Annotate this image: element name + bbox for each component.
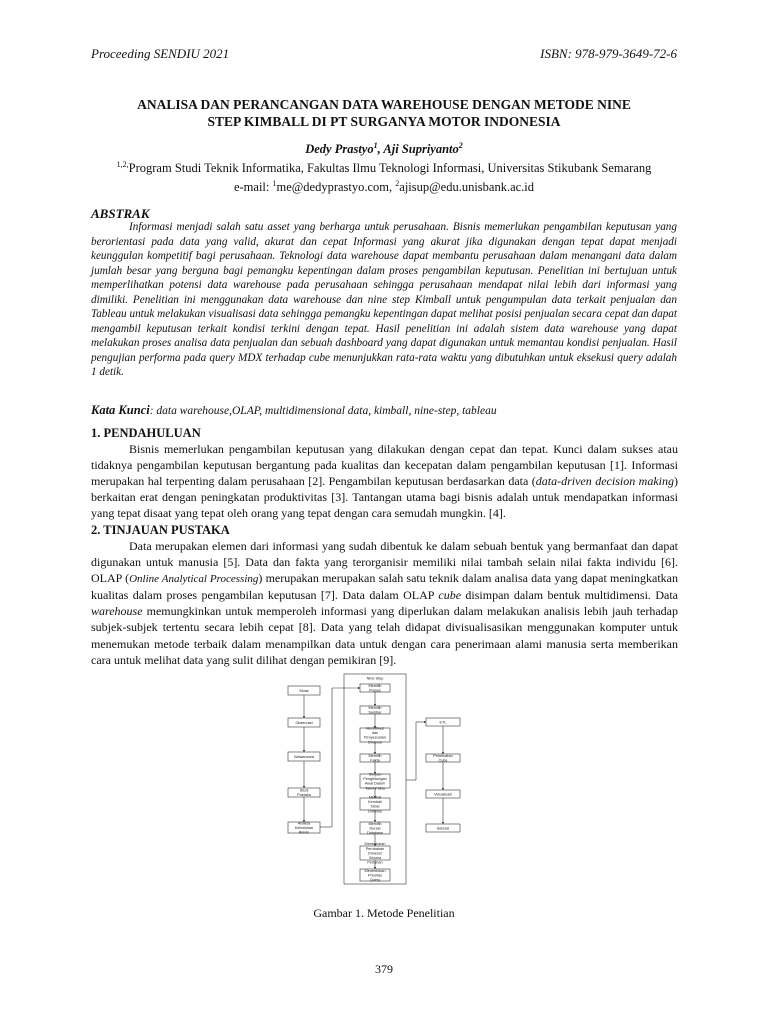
nine-step-8-label: Perlahan (367, 860, 383, 865)
title-line-1: ANALISA DAN PERANCANGAN DATA WAREHOUSE DENGAN METODE NINE (137, 97, 631, 112)
author-1: Dedy Prastyo (305, 142, 374, 157)
nine-step-8-label: Dimensi (368, 851, 382, 856)
research-method-flowchart (286, 670, 468, 886)
nine-step-4-label: Memilih (368, 754, 382, 759)
right-step-2-label: Cube (438, 758, 448, 763)
section-1-text-b: ) berkaitan erat dengan peningkatan produktivitas [3]. Tantangan utama bagi bisnis adalah untuk mendapatkan informasi yang tepat disaat yang tepat oleh orang yang tepat dengan cara semudah mungkin. [4]. (91, 474, 678, 521)
paper-title (80, 96, 688, 130)
right-step-3-label: Visualisasi (434, 792, 452, 797)
right-step-4-label: Selesai (436, 826, 450, 831)
section-2-heading: 2. TINJAUAN PUSTAKA (91, 523, 230, 537)
author-separator: , (377, 142, 384, 157)
title-line-2: STEP KIMBALL DI PT SURGANYA MOTOR INDONESIA (207, 114, 561, 129)
nine-step-6-label: Tabel (370, 804, 380, 809)
left-step-4-label: Pustaka (297, 793, 311, 798)
nine-step-4-label: Fakta (370, 758, 380, 763)
abstract-body: Informasi menjadi salah satu asset yang berharga untuk perusahaan. Bisnis memerlukan pengambilan keputusan yang berorientasi pada data yang valid, akurat dan cepat Informasi yang akurat jika digunakan dengan tepat dapat menjadi keunggulan kompetitif bagi perusahaan. Teknologi data warehouse dapat membantu perusahaan dalam menangani data dalam jumlah besar yang berguna bagi pemangku kepentingan dalam proses pengambilan keputusan. Penelitian ini bertujuan untuk memperlihatkan potensi data warehouse pada perusahaan sehingga perusahaan mendapat nilai lebih dari informasi yang dimiliki. Penelitian ini menggunakan data warehouse dan nine step Kimball untuk pengumpulan data terkait penjualan dan Tableau untuk melakukan visualisasi data sehingga pemangku kepentingan dapat melihat posisi penjualan secara cepat dan dapat mengambil keputusan terkait kondisi terkini dengan tepat. Hasil penelitian ini adalah sistem data warehouse yang dapat melakukan proses analisa data penjualan dan sebuah dashboard yang dapat digunakan untuk memantau kondisi penjualan. Hasil pengujian performa pada query MDX terhadap cube menunjukkan rata-rata waktu yang dibutuhkan untuk eksekusi query adalah 1 detik. (91, 221, 677, 379)
section-2-text-d: memungkinkan untuk memperoleh informasi yang diperlukan dalam melakukan analisis lebih jauh terhadap subjek-subjek tertentu secara lebih cepat [8]. Data yang telah didapat divisualisasikan menggunakan komputer untuk menemukan metode terbaik dalam menampilkan data untuk dengan cara penerimaan alami manusia serta memberikan cara untuk melihat data yang sulit dilihat dengan pemikiran [9]. (91, 604, 678, 667)
nine-step-2-label: Sumber (368, 710, 382, 715)
section-2-text-c: disimpan dalam bentuk multidimensi. Data (461, 588, 678, 603)
author-2-mark: 2 (458, 141, 463, 150)
running-header-isbn: ISBN: 978-979-3649-72-6 (540, 46, 677, 61)
nine-step-3-label: Penyesuaian (364, 735, 386, 740)
nine-step-7-label: Database (366, 831, 384, 835)
nine-step-8-label: Perubahan (365, 846, 385, 851)
keywords-label: Kata Kunci (91, 403, 150, 417)
section-1-term: data-driven decision making (535, 474, 674, 489)
section-2-term-warehouse: warehouse (91, 604, 143, 619)
left-step-4-label: Studi (299, 788, 309, 793)
right-step-1-label: ETL (439, 720, 447, 725)
nine-step-5-label: Tabel Fakta (365, 786, 385, 791)
nine-step-7-label: Memilih (368, 821, 382, 826)
left-step-1-label: Mulai (299, 688, 309, 693)
section-2-text-b: ) merupakan merupakan salah satu teknik dalam analisa data yang dapat meningkatkan kualitas dalam proses pengambilan keputusan [7]. Data dalam OLAP (91, 571, 678, 603)
page-number: 379 (375, 962, 393, 976)
email-1-mark: 1 (272, 179, 277, 189)
affiliation-text: Program Studi Teknik Informatika, Fakultas Ilmu Teknologi Informasi, Universitas Stikubank Semarang (128, 161, 652, 176)
nine-step-9-label: Menentukan (364, 868, 386, 873)
keywords-line (91, 403, 677, 418)
section-1-paragraph (91, 441, 678, 521)
email-2-mark: 2 (395, 179, 400, 189)
nine-step-1-label: Memilih (368, 684, 382, 689)
section-2-term-cube: cube (438, 588, 462, 603)
keywords-text: : data warehouse,OLAP, multidimensional data, kimball, nine-step, tableau (149, 405, 497, 417)
nine-step-3-label: Identifikasi (366, 726, 384, 731)
nine-step-8-label: Secara (368, 856, 382, 860)
nine-step-title: Nine Step (366, 676, 384, 681)
left-step-5-label: Kebutuhan (294, 825, 314, 830)
nine-step-5-label: Simpan (368, 772, 382, 777)
section-1-text-a: Bisnis memerlukan pengambilan keputusan yang dilakukan dengan cepat dan tepat. Kunci dalam sukses atau tidaknya pengambilan keputusan bergantung pada kualitas dan kecepatan dalam pengambilan keputusan [1]. Informasi merupakan hal terpenting dalam perusahaan [2]. Pengambilan keputusan berdasarkan data ( (91, 442, 678, 489)
nine-step-6-label: Kembali (368, 800, 382, 805)
affiliation-block (80, 157, 688, 195)
nine-step-6-label: Dimensi (368, 809, 382, 814)
nine-step-2-label: Memilih (368, 706, 382, 711)
section-2-text-a: Data merupakan elemen dari informasi yang sudah dibentuk ke dalam sebuah bentuk yang bermanfaat dan dapat digunakan untuk manusia [5]. Data dan fakta yang terorganisir memiliki nilai tambah selain nilai fakta individu [6]. OLAP ( (91, 539, 678, 586)
author-1-mark: 1 (373, 141, 378, 150)
nine-step-8-label: Menentukan (364, 842, 386, 847)
running-header-proceeding: Proceeding SENDIU 2021 (91, 46, 230, 61)
nine-step-9-label: Query (369, 878, 381, 882)
email-2: ajisup@edu.unisbank.ac.id (399, 180, 535, 195)
affiliation-mark: 1,2, (116, 160, 129, 169)
email-prefix: e-mail: (233, 180, 273, 195)
left-step-3-label: Wawancara (294, 754, 314, 759)
nine-step-9-label: Prioritas (368, 873, 382, 878)
right-step-2-label: Pembuatan (433, 754, 453, 759)
email-line (80, 176, 688, 195)
nine-step-1-label: Proses (369, 688, 381, 693)
figure-1-caption: Gambar 1. Metode Penelitian (313, 906, 455, 920)
email-1: me@dedyprastyo.com, (276, 180, 396, 195)
left-step-5-label: Bisnis (298, 830, 310, 835)
author-2: Aji Supriyanto (383, 142, 459, 157)
section-1-heading: 1. PENDAHULUAN (91, 426, 201, 440)
nine-step-3-label: Dimensi (368, 740, 382, 745)
nine-step-7-label: Durasi (369, 826, 381, 831)
left-step-2-label: Observasi (295, 720, 313, 725)
affiliation-line (80, 157, 688, 176)
nine-step-5-label: Penghitungan (363, 777, 387, 782)
section-2-term-olap: Online Analytical Processing (129, 573, 259, 586)
left-step-5-label: Analisa (297, 821, 311, 826)
nine-step-3-label: dan (371, 731, 379, 736)
abstract-heading: ABSTRAK (91, 206, 150, 221)
author-list (80, 141, 688, 157)
nine-step-6-label: Melihat (368, 795, 382, 800)
section-2-paragraph (91, 538, 678, 668)
nine-step-5-label: Awal Dalam (364, 781, 386, 786)
